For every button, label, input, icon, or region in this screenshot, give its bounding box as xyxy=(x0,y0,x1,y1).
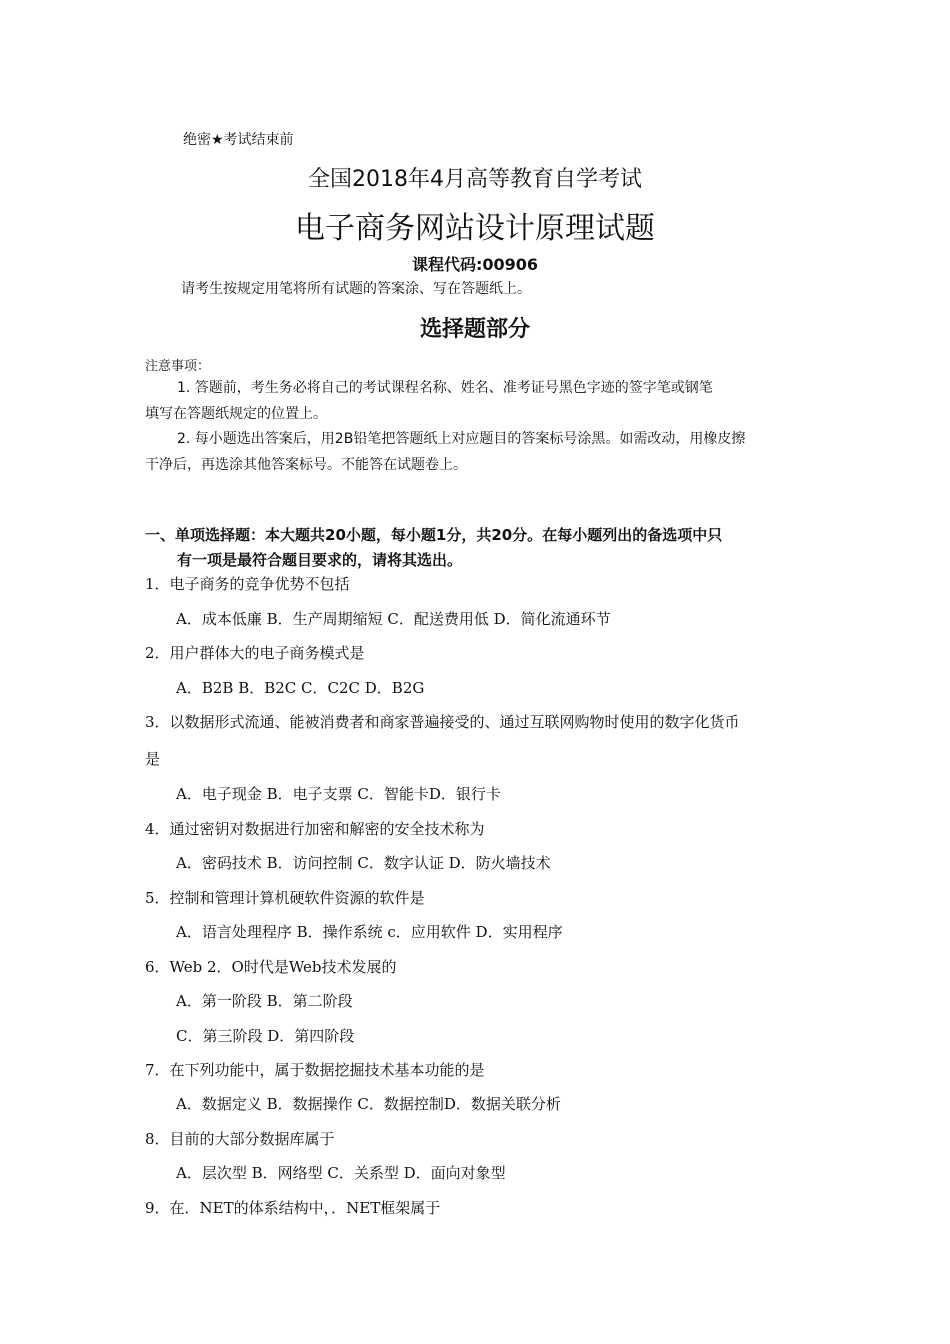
note-2-line-2: 干净后，再选涂其他答案标号。不能答在试题卷上。 xyxy=(145,457,467,473)
course-code: 课程代码:00906 xyxy=(411,255,539,274)
question-3-line-1: 3．以数据形式流通、能被消费者和商家普遍接受的、通过互联网购物时使用的数字化货币 xyxy=(145,713,740,731)
question-1: 1．电子商务的竞争优势不包括 xyxy=(145,575,350,593)
question-5-options: A．语言处理程序 B．操作系统 c．应用软件 D．实用程序 xyxy=(176,923,563,941)
question-8-options: A．层次型 B．网络型 C．关系型 D．面向对象型 xyxy=(176,1164,506,1182)
confidential-label: 绝密★考试结束前 xyxy=(183,132,294,148)
question-6-options-2: C．第三阶段 D．第四阶段 xyxy=(176,1027,355,1045)
question-5: 5．控制和管理计算机硬软件资源的软件是 xyxy=(145,889,425,907)
section-title: 选择题部分 xyxy=(419,317,530,342)
question-1-options: A．成本低廉 B．生产周期缩短 C．配送费用低 D．简化流通环节 xyxy=(176,610,611,628)
question-2-options: A．B2B B．B2C C．C2C D．B2G xyxy=(176,679,425,697)
question-4: 4．通过密钥对数据进行加密和解密的安全技术称为 xyxy=(145,820,485,838)
part1-heading-line-2: 有一项是最符合题目要求的，请将其选出。 xyxy=(177,551,463,569)
note-1-line-2: 填写在答题纸规定的位置上。 xyxy=(145,406,327,422)
answer-instruction: 请考生按规定用笔将所有试题的答案涂、写在答题纸上。 xyxy=(181,281,531,297)
exam-title: 全国2018年4月高等教育自学考试 xyxy=(308,167,642,192)
question-3-options: A．电子现金 B．电子支票 C．智能卡D．银行卡 xyxy=(176,785,501,803)
question-7: 7．在下列功能中，属于数据挖掘技术基本功能的是 xyxy=(145,1061,485,1079)
question-4-options: A．密码技术 B．访问控制 C．数字认证 D．防火墙技术 xyxy=(176,854,551,872)
question-6-options-1: A．第一阶段 B．第二阶段 xyxy=(176,992,353,1010)
notes-label: 注意事项： xyxy=(145,359,211,374)
note-2-line-1: 2. 每小题选出答案后，用2B铅笔把答题纸上对应题目的答案标号涂黑。如需改动，用橡皮擦 xyxy=(177,431,746,447)
paper-title: 电子商务网站设计原理试题 xyxy=(295,211,655,246)
note-1-line-1: 1. 答题前，考生务必将自己的考试课程名称、姓名、准考证号黑色字迹的签字笔或钢笔 xyxy=(177,380,713,396)
question-6: 6．Web 2．O时代是Web技术发展的 xyxy=(145,958,397,976)
question-8: 8．目前的大部分数据库属于 xyxy=(145,1130,335,1148)
part1-heading-line-1: 一、单项选择题：本大题共20小题，每小题1分，共20分。在每小题列出的备选项中只 xyxy=(145,526,723,544)
question-7-options: A．数据定义 B．数据操作 C．数据控制D．数据关联分析 xyxy=(176,1095,561,1113)
question-2: 2．用户群体大的电子商务模式是 xyxy=(145,644,365,662)
question-3-line-2: 是 xyxy=(145,750,161,768)
question-9: 9．在．NET的体系结构中，．NET框架属于 xyxy=(145,1199,441,1217)
